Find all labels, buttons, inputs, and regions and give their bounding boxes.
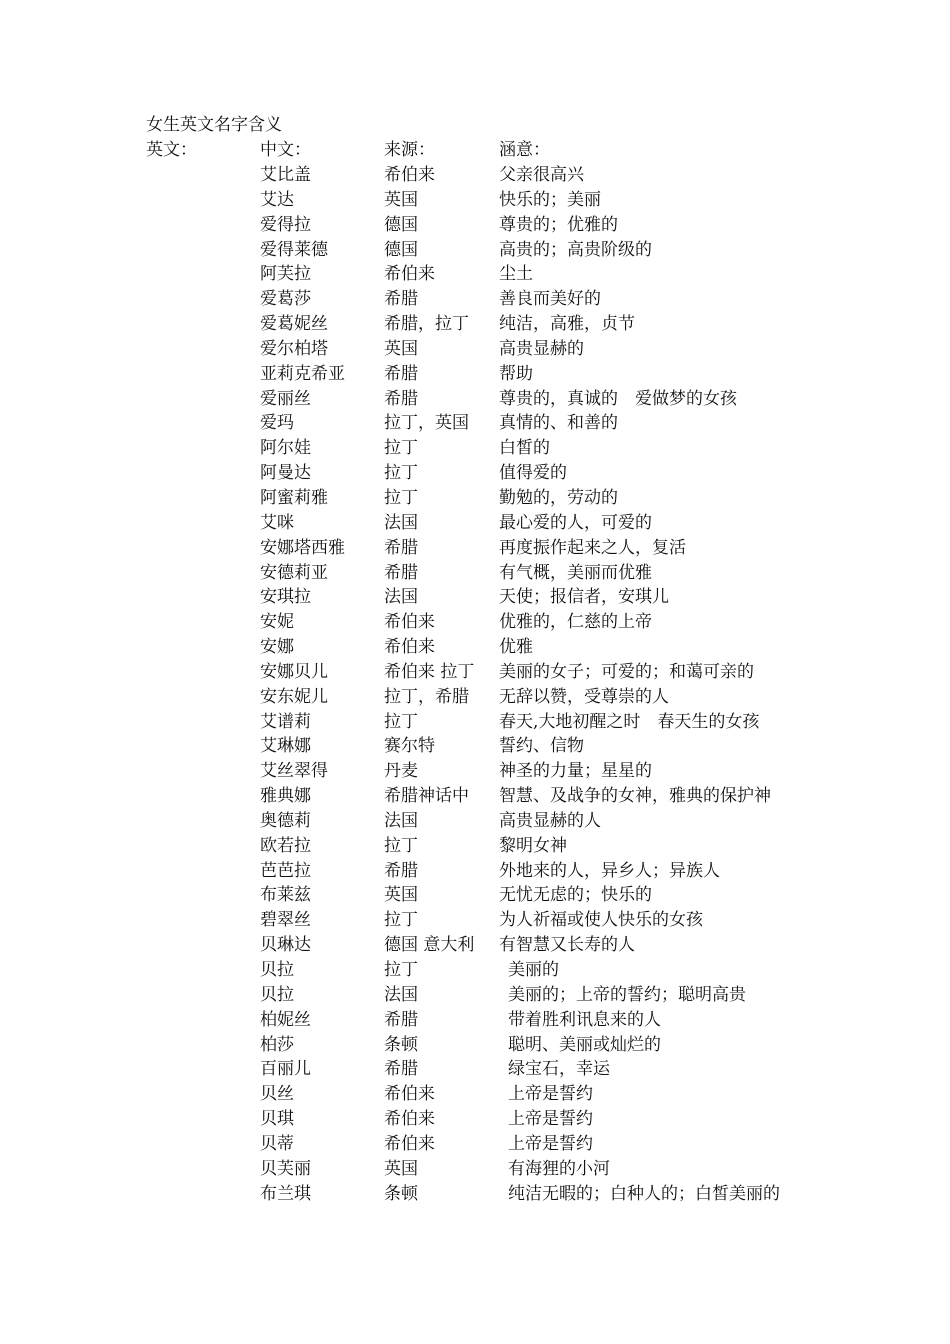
meaning-cell: 帮助 <box>499 363 533 384</box>
table-row <box>0 362 950 387</box>
table-row <box>0 1082 950 1107</box>
source-cell: 英国 <box>384 338 418 359</box>
source-cell: 拉丁 <box>384 835 418 856</box>
table-row <box>0 933 950 958</box>
meaning-cell: 尊贵的；优雅的 <box>499 214 618 235</box>
column-header-row <box>0 138 950 163</box>
source-cell: 拉丁 <box>384 487 418 508</box>
meaning-cell: 高贵显赫的人 <box>499 810 601 831</box>
meaning-cell: 尊贵的，真诚的 爱做梦的女孩 <box>499 388 737 409</box>
meaning-cell: 勤勉的，劳动的 <box>499 487 618 508</box>
table-row <box>0 635 950 660</box>
chinese-name-cell: 安娜 <box>260 637 294 658</box>
source-cell: 德国 <box>384 214 418 235</box>
table-row <box>0 461 950 486</box>
chinese-name-cell: 爱得拉 <box>260 214 311 235</box>
table-row <box>0 536 950 561</box>
source-cell: 英国 <box>384 1158 418 1179</box>
chinese-name-cell: 爱葛莎 <box>260 289 311 310</box>
chinese-name-cell: 贝琪 <box>260 1109 294 1130</box>
chinese-name-cell: 亚莉克希亚 <box>260 363 345 384</box>
table-row <box>0 262 950 287</box>
meaning-cell: 优雅 <box>499 637 533 658</box>
table-row <box>0 983 950 1008</box>
source-cell: 希伯来 <box>384 612 435 633</box>
meaning-cell: 最心爱的人，可爱的 <box>499 512 652 533</box>
source-cell: 拉丁 <box>384 463 418 484</box>
source-cell: 条顿 <box>384 1034 418 1055</box>
meaning-cell: 黎明女神 <box>499 835 567 856</box>
chinese-name-cell: 奥德莉 <box>260 810 311 831</box>
source-cell: 希腊 <box>384 289 418 310</box>
document-title: 女生英文名字含义 <box>146 115 282 135</box>
header-meaning: 涵意： <box>499 140 550 160</box>
table-row <box>0 809 950 834</box>
chinese-name-cell: 贝琳达 <box>260 935 311 956</box>
table-row <box>0 1057 950 1082</box>
chinese-name-cell: 阿蜜莉雅 <box>260 487 328 508</box>
table-row <box>0 859 950 884</box>
chinese-name-cell: 碧翠丝 <box>260 910 311 931</box>
chinese-name-cell: 阿芙拉 <box>260 264 311 285</box>
chinese-name-cell: 安琪拉 <box>260 587 311 608</box>
table-row <box>0 685 950 710</box>
source-cell: 拉丁 <box>384 960 418 980</box>
meaning-cell: 美丽的；上帝的誓约；聪明高贵 <box>508 984 746 1005</box>
table-row <box>0 710 950 735</box>
table-row <box>0 561 950 586</box>
chinese-name-cell: 爱得莱德 <box>260 239 328 260</box>
chinese-name-cell: 安娜贝儿 <box>260 661 328 682</box>
chinese-name-cell: 艾比盖 <box>260 165 311 185</box>
chinese-name-cell: 柏莎 <box>260 1034 294 1055</box>
chinese-name-cell: 爱葛妮丝 <box>260 314 328 335</box>
chinese-name-cell: 百丽儿 <box>260 1059 311 1080</box>
source-cell: 希伯来 <box>384 1109 435 1130</box>
meaning-cell: 带着胜利讯息来的人 <box>508 1009 661 1030</box>
chinese-name-cell: 艾达 <box>260 189 294 210</box>
chinese-name-cell: 艾丝翠得 <box>260 761 328 782</box>
chinese-name-cell: 贝拉 <box>260 960 294 980</box>
source-cell: 德国 意大利 <box>384 935 475 956</box>
table-row <box>0 883 950 908</box>
chinese-name-cell: 欧若拉 <box>260 835 311 856</box>
chinese-name-cell: 贝蒂 <box>260 1133 294 1154</box>
source-cell: 英国 <box>384 189 418 210</box>
chinese-name-cell: 芭芭拉 <box>260 860 311 881</box>
source-cell: 丹麦 <box>384 761 418 782</box>
meaning-cell: 无辞以赞，受尊崇的人 <box>499 686 669 707</box>
chinese-name-cell: 阿尔娃 <box>260 438 311 459</box>
chinese-name-cell: 艾琳娜 <box>260 736 311 757</box>
source-cell: 法国 <box>384 512 418 533</box>
source-cell: 英国 <box>384 885 418 906</box>
meaning-cell: 父亲很高兴 <box>499 165 584 185</box>
meaning-cell: 高贵的；高贵阶级的 <box>499 239 652 260</box>
chinese-name-cell: 柏妮丝 <box>260 1009 311 1030</box>
source-cell: 条顿 <box>384 1183 418 1204</box>
source-cell: 希伯来 拉丁 <box>384 661 475 682</box>
meaning-cell: 美丽的 <box>508 960 559 980</box>
meaning-cell: 外地来的人，异乡人；异族人 <box>499 860 720 881</box>
meaning-cell: 真情的、和善的 <box>499 413 618 434</box>
table-row <box>0 1182 950 1207</box>
meaning-cell: 上帝是誓约 <box>508 1109 593 1130</box>
meaning-cell: 绿宝石，幸运 <box>508 1059 610 1080</box>
source-cell: 拉丁，希腊 <box>384 686 469 707</box>
chinese-name-cell: 安娜塔西雅 <box>260 537 345 558</box>
meaning-cell: 誓约、信物 <box>499 736 584 757</box>
source-cell: 法国 <box>384 587 418 608</box>
source-cell: 希伯来 <box>384 637 435 658</box>
table-row <box>0 1107 950 1132</box>
meaning-cell: 优雅的，仁慈的上帝 <box>499 612 652 633</box>
source-cell: 希腊 <box>384 1009 418 1030</box>
chinese-name-cell: 艾咪 <box>260 512 294 533</box>
source-cell: 希伯来 <box>384 1133 435 1154</box>
meaning-cell: 神圣的力量；星星的 <box>499 761 652 782</box>
table-row <box>0 511 950 536</box>
source-cell: 拉丁 <box>384 438 418 459</box>
source-cell: 希伯来 <box>384 1084 435 1105</box>
source-cell: 拉丁，英国 <box>384 413 469 434</box>
table-row <box>0 610 950 635</box>
table-row <box>0 213 950 238</box>
chinese-name-cell: 爱玛 <box>260 413 294 434</box>
meaning-cell: 有智慧又长寿的人 <box>499 935 635 956</box>
table-row <box>0 784 950 809</box>
meaning-cell: 善良而美好的 <box>499 289 601 310</box>
table-row <box>0 436 950 461</box>
chinese-name-cell: 布兰琪 <box>260 1183 311 1204</box>
meaning-cell: 有气概，美丽而优雅 <box>499 562 652 583</box>
table-row <box>0 486 950 511</box>
table-row <box>0 312 950 337</box>
source-cell: 拉丁 <box>384 910 418 931</box>
source-cell: 德国 <box>384 239 418 260</box>
source-cell: 希伯来 <box>384 165 435 185</box>
meaning-cell: 天使；报信者，安琪儿 <box>499 587 669 608</box>
table-row <box>0 1008 950 1033</box>
source-cell: 希腊，拉丁 <box>384 314 469 335</box>
header-chinese: 中文： <box>260 140 311 160</box>
meaning-cell: 纯洁，高雅，贞节 <box>499 314 635 335</box>
table-row <box>0 337 950 362</box>
chinese-name-cell: 雅典娜 <box>260 786 311 807</box>
source-cell: 赛尔特 <box>384 736 435 757</box>
source-cell: 希腊 <box>384 860 418 881</box>
meaning-cell: 高贵显赫的 <box>499 338 584 359</box>
meaning-cell: 美丽的女子；可爱的；和蔼可亲的 <box>499 661 754 682</box>
meaning-cell: 上帝是誓约 <box>508 1133 593 1154</box>
chinese-name-cell: 安德莉亚 <box>260 562 328 583</box>
meaning-cell: 快乐的；美丽 <box>499 189 601 210</box>
table-row <box>0 1132 950 1157</box>
table-row <box>0 958 950 983</box>
table-row <box>0 1033 950 1058</box>
meaning-cell: 聪明、美丽或灿烂的 <box>508 1034 661 1055</box>
source-cell: 希腊 <box>384 1059 418 1080</box>
meaning-cell: 有海狸的小河 <box>508 1158 610 1179</box>
source-cell: 拉丁 <box>384 711 418 732</box>
table-row <box>0 759 950 784</box>
chinese-name-cell: 布莱兹 <box>260 885 311 906</box>
source-cell: 希腊 <box>384 537 418 558</box>
source-cell: 法国 <box>384 810 418 831</box>
chinese-name-cell: 安东妮儿 <box>260 686 328 707</box>
meaning-cell: 上帝是誓约 <box>508 1084 593 1105</box>
header-english: 英文： <box>146 140 197 160</box>
table-row <box>0 1157 950 1182</box>
source-cell: 法国 <box>384 984 418 1005</box>
chinese-name-cell: 贝芙丽 <box>260 1158 311 1179</box>
table-row <box>0 188 950 213</box>
source-cell: 希腊神话中 <box>384 786 469 807</box>
meaning-cell: 白皙的 <box>499 438 550 459</box>
source-cell: 希腊 <box>384 388 418 409</box>
table-row <box>0 238 950 263</box>
table-row <box>0 287 950 312</box>
table-row <box>0 734 950 759</box>
meaning-cell: 尘土 <box>499 264 533 285</box>
chinese-name-cell: 爱丽丝 <box>260 388 311 409</box>
meaning-cell: 值得爱的 <box>499 463 567 484</box>
meaning-cell: 为人祈福或使人快乐的女孩 <box>499 910 703 931</box>
chinese-name-cell: 艾谱莉 <box>260 711 311 732</box>
header-source: 来源： <box>384 140 435 160</box>
chinese-name-cell: 贝拉 <box>260 984 294 1005</box>
meaning-cell: 无忧无虑的；快乐的 <box>499 885 652 906</box>
meaning-cell: 智慧、及战争的女神，雅典的保护神 <box>499 786 771 807</box>
source-cell: 希腊 <box>384 562 418 583</box>
table-row <box>0 585 950 610</box>
chinese-name-cell: 阿曼达 <box>260 463 311 484</box>
meaning-cell: 纯洁无暇的；白种人的；白皙美丽的 <box>508 1183 780 1204</box>
table-row <box>0 411 950 436</box>
meaning-cell: 春天,大地初醒之时 春天生的女孩 <box>499 711 760 732</box>
chinese-name-cell: 贝丝 <box>260 1084 294 1105</box>
meaning-cell: 再度振作起来之人，复活 <box>499 537 686 558</box>
table-row <box>0 387 950 412</box>
source-cell: 希伯来 <box>384 264 435 285</box>
chinese-name-cell: 爱尔柏塔 <box>260 338 328 359</box>
chinese-name-cell: 安妮 <box>260 612 294 633</box>
name-list <box>0 163 950 1206</box>
table-row <box>0 660 950 685</box>
table-row <box>0 908 950 933</box>
table-row <box>0 163 950 188</box>
table-row <box>0 834 950 859</box>
source-cell: 希腊 <box>384 363 418 384</box>
